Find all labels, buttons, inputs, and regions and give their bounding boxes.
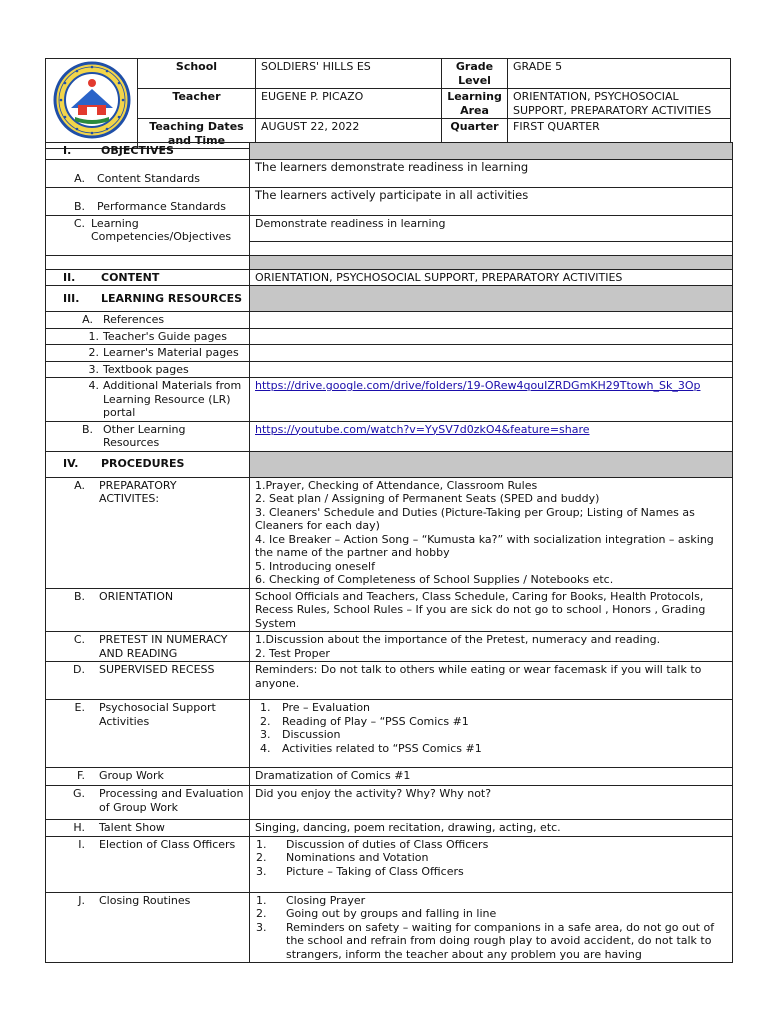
references-value [250,312,733,329]
list-item [260,742,727,756]
election-text: Election of Class Officers [99,837,236,851]
lr-portal-link[interactable]: https://drive.google.com/drive/folders/19-ORew4qouIZRDGmKH29Ttowh_Sk_3Op [255,379,701,392]
resources-numeral: III. [63,291,80,305]
content-standards-text: Content Standards [97,172,201,185]
logo-cell [46,59,138,149]
textbook-pages-key: 3. [88,362,99,376]
list-item-text: Reading of Play – “PSS Comics #1 [282,714,469,728]
talent-value: Singing, dancing, poem recitation, drawing, acting, etc. [250,820,733,837]
talent-text: Talent Show [99,821,165,834]
competencies-blank [250,241,733,255]
references-label [46,312,250,329]
performance-standards-value: The learners actively participate in all activities [250,187,733,215]
list-item-number: 1. [256,837,267,851]
list-item-number: 3. [256,920,267,934]
list-item [256,838,727,852]
list-item [256,865,727,879]
content-heading [46,269,250,286]
additional-materials-key: 4. [88,379,99,392]
performance-standards-text: Performance Standards [97,200,226,213]
list-item [260,715,727,729]
pretest-line: 1.Discussion about the importance of the Pretest, numeracy and reading. [255,633,661,646]
orientation-text: ORIENTATION [99,589,174,603]
processing-label [46,786,250,820]
teacher-value: EUGENE P. PICAZO [256,89,442,119]
additional-materials-label [46,378,250,422]
grade-value: GRADE 5 [508,59,731,89]
list-item-number: 2. [256,907,267,920]
competencies-key: C. [73,216,85,230]
preparatory-text: PREPARATORY ACTIVITES: [99,478,177,505]
pretest-line: 2. Test Proper [255,646,330,660]
performance-standards-label [46,187,250,215]
content-title: CONTENT [101,270,160,284]
list-item-text: Going out by groups and falling in line [286,907,497,920]
list-item-number: 1. [260,701,271,714]
list-item-text: Reminders on safety – waiting for companions in a safe area, do not go out of the school and refrain from doing rough play to avoid accident, do not talk to strangers, inform the teacher about any problem you are having [286,920,715,961]
list-item-text: Activities related to “PSS Comics #1 [282,741,482,755]
preparatory-line: 2. Seat plan / Assigning of Permanent Seats (SPED and buddy) [255,492,600,505]
list-item [260,701,727,715]
school-seal-logo [51,61,133,139]
pretest-key: C. [73,633,85,646]
textbook-pages-value [250,361,733,378]
orientation-label [46,588,250,632]
additional-materials-text: Additional Materials from Learning Resource (LR) portal [103,379,242,419]
closing-value [250,892,733,963]
recess-text: SUPERVISED RECESS [99,663,215,676]
list-item-number: 3. [256,864,267,878]
competencies-label [46,215,250,255]
election-value [250,836,733,892]
preparatory-value [250,477,733,588]
objectives-numeral: I. [63,144,72,157]
objectives-heading [46,143,250,160]
psychosocial-label [46,700,250,768]
school-value: SOLDIERS' HILLS ES [256,59,442,89]
content-standards-label [46,159,250,187]
quarter-value: FIRST QUARTER [508,119,731,149]
preparatory-key: A. [74,478,85,492]
other-resources-key: B. [81,422,93,436]
talent-key: H. [73,821,85,834]
content-numeral: II. [63,270,76,284]
groupwork-key: F. [76,769,85,782]
preparatory-line: 1.Prayer, Checking of Attendance, Classroom Rules [255,478,538,492]
preparatory-line: 5. Introducing oneself [255,559,375,573]
preparatory-line: 4. Ice Breaker – Action Song – “Kumusta ka?” with socialization integration – asking the name of the partner and hobby [255,532,714,559]
teacher-label: Teacher [138,89,256,119]
tg-pages-value [250,328,733,345]
list-item-text: Picture – Taking of Class Officers [286,864,464,878]
lm-pages-value [250,345,733,362]
youtube-link[interactable]: https://youtube.com/watch?v=YySV7d0zkO4&feature=share [255,422,590,436]
textbook-pages-label [46,361,250,378]
content-standards-key: A. [74,172,85,185]
pretest-value [250,632,733,662]
recess-key: D. [73,663,85,676]
list-item [260,728,727,742]
groupwork-label [46,768,250,786]
processing-value: Did you enjoy the activity? Why? Why not? [250,786,733,820]
list-item-text: Discussion [282,728,341,741]
other-resources-label [46,421,250,451]
learning-area-label: Learning Area [442,89,508,119]
orientation-key: B. [73,589,85,603]
processing-key: G. [72,787,85,800]
lm-pages-label [46,345,250,362]
lm-pages-text: Learner's Material pages [103,346,239,359]
psychosocial-value [250,700,733,768]
textbook-pages-text: Textbook pages [103,362,189,376]
learning-area-value: ORIENTATION, PSYCHOSOCIAL SUPPORT, PREPARATORY ACTIVITIES [508,89,731,119]
teaching-dates-label: Teaching Dates and Time [138,119,256,149]
other-resources-text: Other Learning Resources [103,422,186,449]
performance-standards-key: B. [73,200,85,213]
competencies-text: Learning Competencies/Objectives [91,216,232,243]
preparatory-line: 3. Cleaners' Schedule and Duties (Picture-Taking per Group; Listing of Names as Cleaners for each day) [255,505,695,532]
procedures-numeral: IV. [63,457,79,471]
spacer-shade [250,255,733,269]
closing-text: Closing Routines [99,893,191,907]
preparatory-label [46,477,250,588]
list-item [256,907,727,921]
tg-pages-text: Teacher's Guide pages [103,329,227,343]
competencies-value: Demonstrate readiness in learning [250,215,733,241]
procedures-title: PROCEDURES [101,457,185,471]
list-item-text: Pre – Evaluation [282,701,371,714]
list-item [256,851,727,865]
pretest-text: PRETEST IN NUMERACY AND READING [99,633,228,660]
resources-heading [46,286,250,312]
recess-value: Reminders: Do not talk to others while eating or wear facemask if you will talk to anyone. [250,662,733,700]
list-item-number: 3. [260,728,271,741]
groupwork-value: Dramatization of Comics #1 [250,768,733,786]
pretest-label [46,632,250,662]
tg-pages-key: 1. [88,329,99,343]
list-item-number: 4. [260,741,271,755]
content-standards-value: The learners demonstrate readiness in learning [250,159,733,187]
talent-label [46,820,250,837]
closing-key: J. [78,893,85,907]
psychosocial-text: Psychosocial Support Activities [99,701,216,728]
references-text: References [103,313,165,326]
resources-title: LEARNING RESOURCES [101,291,243,305]
processing-text: Processing and Evaluation of Group Work [99,787,244,814]
spacer-left [46,255,250,269]
tg-pages-label [46,328,250,345]
election-label [46,836,250,892]
lm-pages-key: 2. [88,346,99,359]
list-item [256,921,727,962]
other-resources-value [250,421,733,451]
list-item-number: 2. [260,714,271,728]
procedures-heading [46,451,250,477]
references-key: A. [82,313,93,326]
list-item-number: 1. [256,893,267,907]
resources-shade [250,286,733,312]
content-value: ORIENTATION, PSYCHOSOCIAL SUPPORT, PREPARATORY ACTIVITIES [250,269,733,286]
additional-materials-value [250,378,733,422]
groupwork-text: Group Work [99,769,164,782]
orientation-value: School Officials and Teachers, Class Schedule, Caring for Books, Health Protocols, Recess Rules, School Rules – If you are sick do not go to school , Honors , Grading System [250,588,733,632]
preparatory-line: 6. Checking of Completeness of School Supplies / Notebooks etc. [255,573,614,586]
grade-label: Grade Level [442,59,508,89]
procedures-shade [250,451,733,477]
election-key: I. [78,837,85,851]
teaching-dates-value: AUGUST 22, 2022 [256,119,442,149]
recess-label [46,662,250,700]
school-label: School [138,59,256,89]
objectives-title: OBJECTIVES [101,144,174,157]
closing-label [46,892,250,963]
header-table [45,58,731,149]
objectives-shade [250,143,733,160]
lesson-plan-table [45,142,733,963]
list-item-text: Discussion of duties of Class Officers [286,837,489,851]
list-item-text: Nominations and Votation [286,851,429,864]
list-item-text: Closing Prayer [286,893,366,907]
psychosocial-key: E. [74,701,85,714]
quarter-label: Quarter [442,119,508,149]
list-item [256,894,727,908]
list-item-number: 2. [256,851,267,864]
